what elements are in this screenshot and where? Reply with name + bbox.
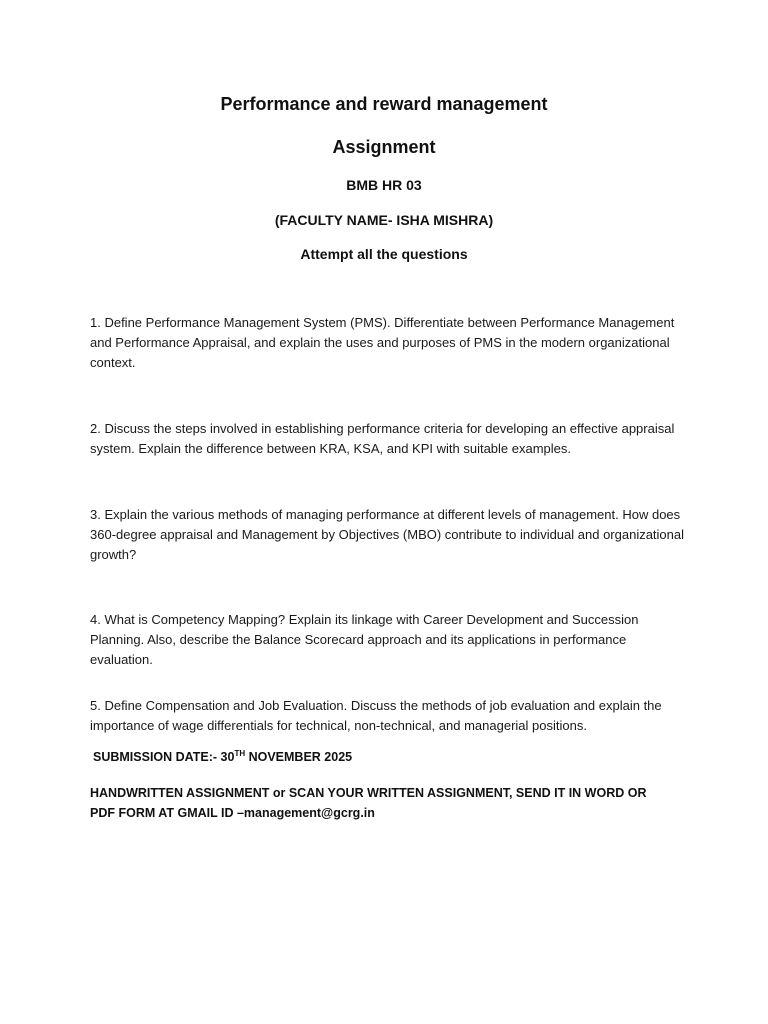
document-title: Performance and reward management [220,94,548,114]
question-3: 3. Explain the various methods of managing performance at different levels of management. How does 360-degree appraisal and Management by Objectives (MBO) contribute to individual and organizational growth? [90,507,685,562]
question-4: 4. What is Competency Mapping? Explain its linkage with Career Development and Succession Planning. Also, describe the Balance Scorecard approach and its applications in performance evaluation. [90,612,639,667]
course-code: BMB HR 03 [346,177,422,193]
submission-instructions: HANDWRITTEN ASSIGNMENT or SCAN YOUR WRITTEN ASSIGNMENT, SEND IT IN WORD OR PDF FORM AT GMAIL ID –management@gcrg.in [90,786,647,820]
submission-date-ordinal: TH [234,748,246,758]
submission-date [93,750,352,764]
question-2: 2. Discuss the steps involved in establishing performance criteria for developing an effective appraisal system. Explain the difference between KRA, KSA, and KPI with suitable examples. [90,421,675,456]
faculty-name: (FACULTY NAME- ISHA MISHRA) [274,212,494,228]
document-subtitle: Assignment [332,137,436,157]
submission-date-suffix: NOVEMBER 2025 [245,750,353,764]
question-5: 5. Define Compensation and Job Evaluation. Discuss the methods of job evaluation and explain the importance of wage differentials for technical, non-technical, and managerial positions. [90,698,662,733]
question-1: 1. Define Performance Management System (PMS). Differentiate between Performance Management and Performance Appraisal, and explain the uses and purposes of PMS in the modern organizational context. [90,315,675,370]
instruction-text: Attempt all the questions [300,246,468,262]
submission-date-prefix: SUBMISSION DATE:- 30 [93,750,235,764]
